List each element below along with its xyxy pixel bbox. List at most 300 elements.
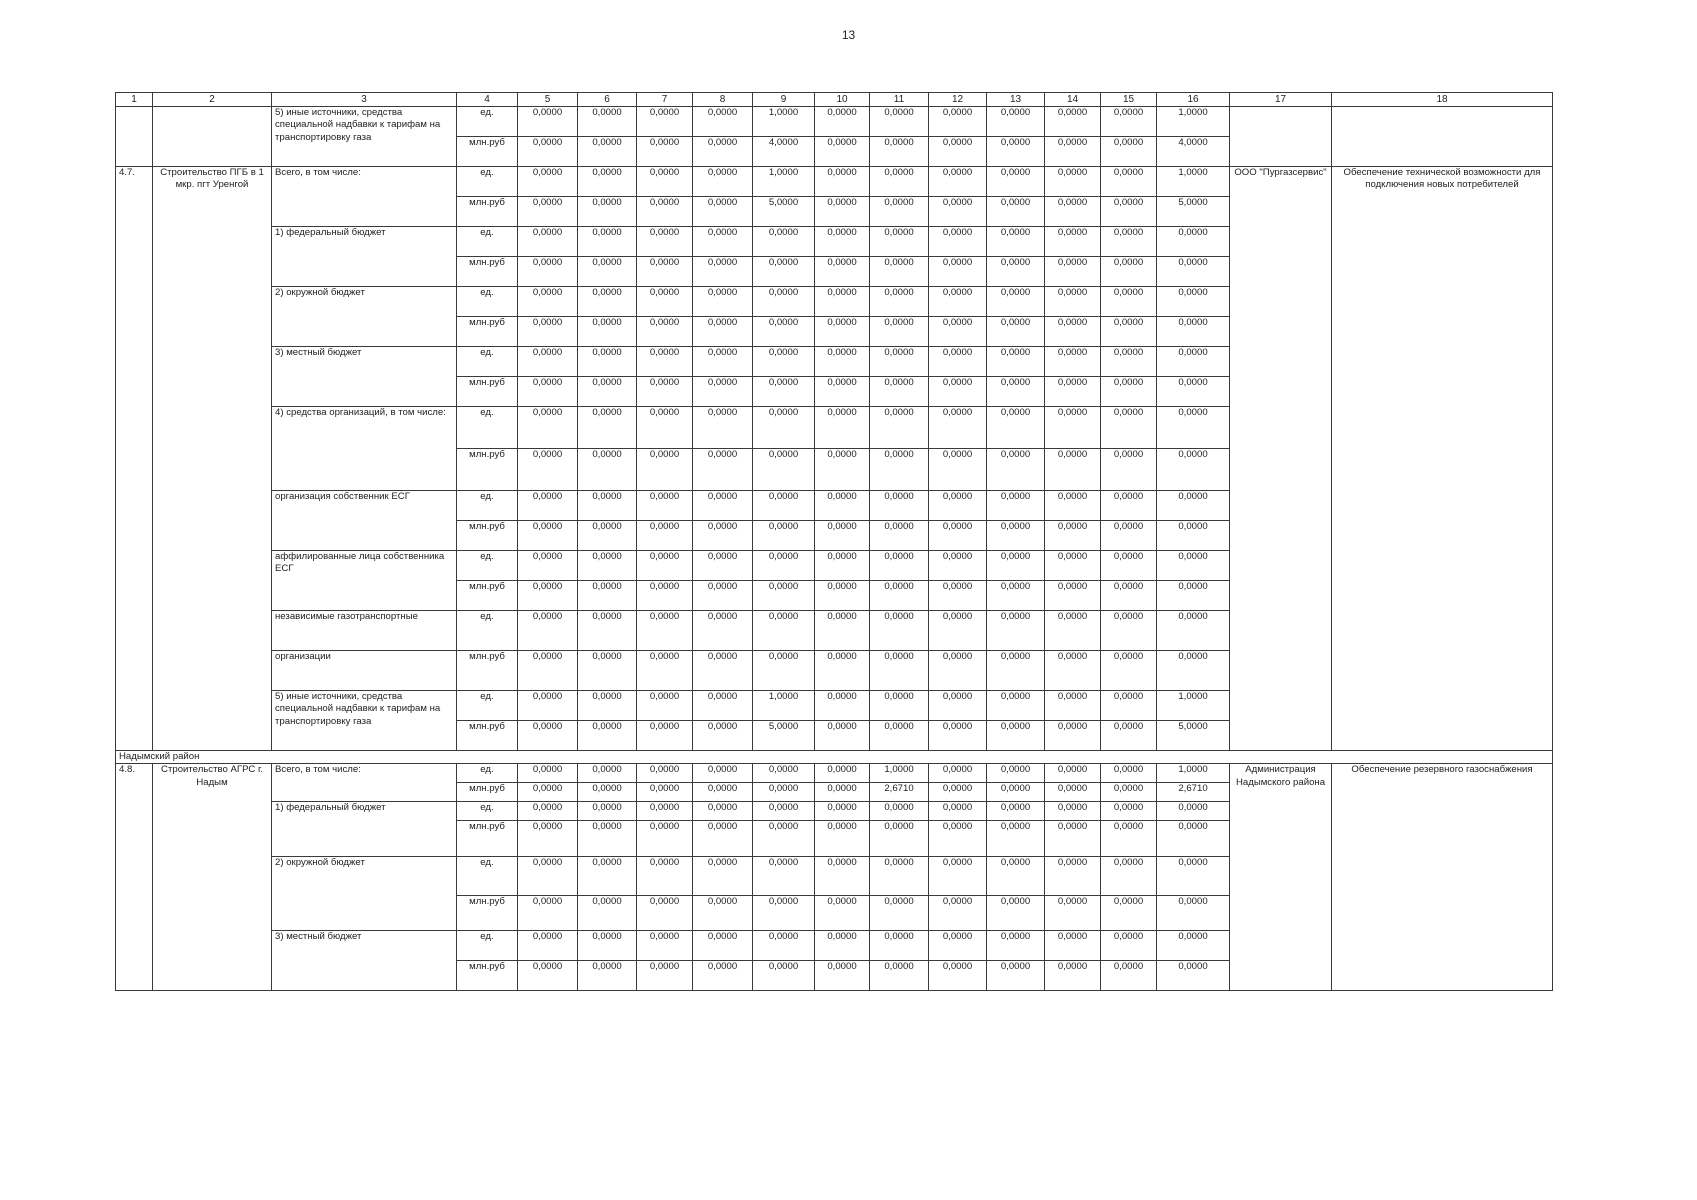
value-cell: 0,0000 (518, 491, 578, 521)
value-cell: 0,0000 (1045, 691, 1101, 721)
district-label: Надымский район (116, 751, 1553, 764)
column-header: 4 (457, 93, 518, 107)
value-cell: 0,0000 (753, 783, 815, 802)
value-cell: 0,0000 (1045, 137, 1101, 167)
value-cell: 0,0000 (870, 857, 929, 896)
unit-cell: млн.руб (457, 783, 518, 802)
funding-source-cell: Всего, в том числе: (272, 167, 457, 227)
value-cell: 0,0000 (987, 821, 1045, 857)
value-cell: 0,0000 (929, 137, 987, 167)
value-cell: 0,0000 (1101, 377, 1157, 407)
value-cell: 0,0000 (1101, 931, 1157, 961)
value-cell: 0,0000 (1101, 257, 1157, 287)
value-cell: 1,0000 (753, 107, 815, 137)
value-cell: 0,0000 (1101, 783, 1157, 802)
value-cell: 0,0000 (578, 491, 637, 521)
column-header: 7 (637, 93, 693, 107)
value-cell: 0,0000 (1101, 691, 1157, 721)
value-cell: 0,0000 (987, 287, 1045, 317)
value-cell: 0,0000 (929, 896, 987, 931)
value-cell: 0,0000 (693, 896, 753, 931)
value-cell: 0,0000 (693, 347, 753, 377)
value-cell: 0,0000 (1045, 931, 1101, 961)
value-cell: 0,0000 (1157, 931, 1230, 961)
value-cell: 0,0000 (987, 581, 1045, 611)
value-cell: 0,0000 (987, 197, 1045, 227)
value-cell: 0,0000 (637, 551, 693, 581)
value-cell: 0,0000 (815, 317, 870, 347)
value-cell: 0,0000 (870, 257, 929, 287)
value-cell: 5,0000 (753, 721, 815, 751)
value-cell: 0,0000 (1045, 551, 1101, 581)
value-cell: 0,0000 (1045, 107, 1101, 137)
value-cell: 0,0000 (815, 137, 870, 167)
value-cell: 0,0000 (1045, 802, 1101, 821)
unit-cell: ед. (457, 107, 518, 137)
value-cell: 0,0000 (637, 347, 693, 377)
value-cell: 0,0000 (815, 107, 870, 137)
funding-source-cell: 5) иные источники, средства специальной надбавки к тарифам на транспортировку газа (272, 691, 457, 751)
value-cell: 0,0000 (1157, 227, 1230, 257)
value-cell: 0,0000 (693, 551, 753, 581)
value-cell: 0,0000 (578, 581, 637, 611)
value-cell: 0,0000 (637, 802, 693, 821)
value-cell: 4,0000 (1157, 137, 1230, 167)
column-header: 9 (753, 93, 815, 107)
value-cell: 0,0000 (987, 137, 1045, 167)
value-cell: 0,0000 (578, 783, 637, 802)
value-cell: 0,0000 (1157, 521, 1230, 551)
value-cell: 0,0000 (637, 167, 693, 197)
district-row (116, 751, 1553, 764)
unit-cell: ед. (457, 407, 518, 449)
value-cell: 0,0000 (870, 651, 929, 691)
unit-cell: млн.руб (457, 961, 518, 991)
value-cell: 0,0000 (870, 227, 929, 257)
value-cell: 0,0000 (693, 651, 753, 691)
value-cell: 0,0000 (753, 287, 815, 317)
value-cell: 0,0000 (929, 377, 987, 407)
value-cell: 0,0000 (693, 449, 753, 491)
value-cell: 0,0000 (518, 691, 578, 721)
value-cell: 0,0000 (987, 783, 1045, 802)
value-cell: 0,0000 (815, 347, 870, 377)
value-cell: 0,0000 (929, 857, 987, 896)
column-header: 14 (1045, 93, 1101, 107)
value-cell: 0,0000 (929, 521, 987, 551)
column-header: 3 (272, 93, 457, 107)
unit-cell: млн.руб (457, 651, 518, 691)
value-cell: 0,0000 (637, 691, 693, 721)
value-cell: 0,0000 (929, 257, 987, 287)
project-name: Строительство ПГБ в 1 мкр. пгт Уренгой (153, 167, 272, 751)
value-cell: 0,0000 (637, 491, 693, 521)
value-cell: 0,0000 (987, 931, 1045, 961)
value-cell: 0,0000 (518, 821, 578, 857)
organization-cell (1230, 107, 1332, 167)
column-header: 5 (518, 93, 578, 107)
value-cell: 0,0000 (870, 167, 929, 197)
value-cell: 1,0000 (1157, 764, 1230, 783)
value-cell: 0,0000 (815, 691, 870, 721)
value-cell: 0,0000 (693, 691, 753, 721)
value-cell: 0,0000 (1101, 137, 1157, 167)
value-cell: 0,0000 (1101, 821, 1157, 857)
value-cell: 0,0000 (518, 931, 578, 961)
value-cell: 0,0000 (870, 896, 929, 931)
unit-cell: ед. (457, 764, 518, 783)
value-cell: 0,0000 (693, 764, 753, 783)
value-cell: 0,0000 (870, 611, 929, 651)
value-cell: 0,0000 (1045, 257, 1101, 287)
value-cell: 0,0000 (578, 377, 637, 407)
value-cell: 0,0000 (1045, 611, 1101, 651)
value-cell: 0,0000 (1157, 491, 1230, 521)
investment-table (115, 92, 1553, 991)
project-purpose: Обеспечение резервного газоснабжения (1332, 764, 1553, 991)
funding-source-cell: Всего, в том числе: (272, 764, 457, 802)
value-cell: 0,0000 (1157, 581, 1230, 611)
value-cell: 0,0000 (870, 521, 929, 551)
value-cell: 0,0000 (987, 257, 1045, 287)
value-cell: 0,0000 (753, 449, 815, 491)
value-cell: 1,0000 (753, 167, 815, 197)
value-cell: 0,0000 (1157, 821, 1230, 857)
value-cell: 0,0000 (1045, 167, 1101, 197)
value-cell: 0,0000 (1157, 347, 1230, 377)
value-cell: 0,0000 (578, 107, 637, 137)
value-cell: 2,6710 (870, 783, 929, 802)
unit-cell: млн.руб (457, 521, 518, 551)
value-cell: 0,0000 (815, 896, 870, 931)
value-cell: 0,0000 (1045, 857, 1101, 896)
value-cell: 0,0000 (987, 896, 1045, 931)
value-cell: 0,0000 (578, 317, 637, 347)
value-cell: 0,0000 (753, 764, 815, 783)
value-cell: 0,0000 (815, 783, 870, 802)
value-cell: 0,0000 (929, 491, 987, 521)
value-cell: 0,0000 (518, 107, 578, 137)
table-row (116, 764, 1553, 783)
responsible-organization: ООО "Пургазсервис" (1230, 167, 1332, 751)
value-cell: 0,0000 (1045, 347, 1101, 377)
value-cell: 0,0000 (578, 167, 637, 197)
value-cell: 0,0000 (1045, 821, 1101, 857)
value-cell: 0,0000 (1101, 896, 1157, 931)
value-cell: 1,0000 (1157, 691, 1230, 721)
value-cell: 0,0000 (1101, 347, 1157, 377)
value-cell: 0,0000 (637, 197, 693, 227)
value-cell: 0,0000 (929, 931, 987, 961)
page-number: 13 (841, 28, 856, 42)
funding-source-cell: 4) средства организаций, в том числе: (272, 407, 457, 491)
value-cell: 0,0000 (518, 167, 578, 197)
value-cell: 0,0000 (1045, 407, 1101, 449)
value-cell: 0,0000 (870, 287, 929, 317)
value-cell: 0,0000 (987, 377, 1045, 407)
value-cell: 0,0000 (637, 961, 693, 991)
column-header: 18 (1332, 93, 1553, 107)
column-header: 2 (153, 93, 272, 107)
value-cell: 0,0000 (578, 407, 637, 449)
value-cell: 5,0000 (1157, 197, 1230, 227)
value-cell: 0,0000 (1101, 317, 1157, 347)
value-cell: 0,0000 (578, 961, 637, 991)
funding-source-cell: аффилированные лица собственника ЕСГ (272, 551, 457, 611)
value-cell: 0,0000 (987, 347, 1045, 377)
value-cell: 0,0000 (693, 137, 753, 167)
value-cell: 0,0000 (870, 449, 929, 491)
value-cell: 0,0000 (637, 287, 693, 317)
value-cell: 0,0000 (578, 931, 637, 961)
value-cell: 0,0000 (929, 197, 987, 227)
value-cell: 0,0000 (815, 287, 870, 317)
value-cell: 0,0000 (1045, 581, 1101, 611)
value-cell: 0,0000 (1157, 407, 1230, 449)
value-cell: 0,0000 (753, 377, 815, 407)
value-cell: 0,0000 (870, 137, 929, 167)
value-cell: 0,0000 (693, 377, 753, 407)
value-cell: 0,0000 (693, 721, 753, 751)
unit-cell: млн.руб (457, 197, 518, 227)
value-cell: 0,0000 (1101, 107, 1157, 137)
value-cell: 0,0000 (815, 257, 870, 287)
value-cell: 1,0000 (870, 764, 929, 783)
value-cell: 0,0000 (637, 821, 693, 857)
value-cell: 0,0000 (1157, 896, 1230, 931)
value-cell: 0,0000 (578, 691, 637, 721)
header-row (116, 93, 1553, 107)
value-cell: 0,0000 (578, 287, 637, 317)
value-cell: 0,0000 (1045, 287, 1101, 317)
value-cell: 0,0000 (1045, 491, 1101, 521)
value-cell: 0,0000 (518, 407, 578, 449)
value-cell: 0,0000 (518, 137, 578, 167)
value-cell: 0,0000 (518, 551, 578, 581)
value-cell: 4,0000 (753, 137, 815, 167)
value-cell: 0,0000 (637, 521, 693, 551)
value-cell: 0,0000 (637, 896, 693, 931)
value-cell: 0,0000 (518, 651, 578, 691)
unit-cell: ед. (457, 931, 518, 961)
value-cell: 0,0000 (1101, 449, 1157, 491)
value-cell: 0,0000 (578, 857, 637, 896)
value-cell: 0,0000 (1157, 961, 1230, 991)
value-cell: 0,0000 (578, 137, 637, 167)
value-cell: 0,0000 (1101, 651, 1157, 691)
unit-cell: ед. (457, 802, 518, 821)
value-cell: 0,0000 (753, 257, 815, 287)
unit-cell: млн.руб (457, 821, 518, 857)
value-cell: 0,0000 (753, 227, 815, 257)
value-cell: 0,0000 (1045, 783, 1101, 802)
value-cell: 0,0000 (1101, 857, 1157, 896)
value-cell: 0,0000 (929, 783, 987, 802)
value-cell: 0,0000 (1101, 551, 1157, 581)
value-cell: 0,0000 (518, 449, 578, 491)
column-header: 1 (116, 93, 153, 107)
value-cell: 0,0000 (693, 802, 753, 821)
value-cell: 0,0000 (693, 961, 753, 991)
value-cell: 0,0000 (753, 581, 815, 611)
value-cell: 0,0000 (1157, 377, 1230, 407)
value-cell: 0,0000 (578, 227, 637, 257)
value-cell: 0,0000 (518, 961, 578, 991)
value-cell: 0,0000 (1045, 721, 1101, 751)
column-header: 6 (578, 93, 637, 107)
value-cell: 0,0000 (1157, 317, 1230, 347)
value-cell: 0,0000 (637, 227, 693, 257)
value-cell: 0,0000 (518, 857, 578, 896)
value-cell: 0,0000 (987, 961, 1045, 991)
value-cell: 0,0000 (1045, 651, 1101, 691)
unit-cell: ед. (457, 167, 518, 197)
unit-cell: млн.руб (457, 896, 518, 931)
value-cell: 0,0000 (870, 691, 929, 721)
value-cell: 0,0000 (518, 347, 578, 377)
value-cell: 0,0000 (815, 931, 870, 961)
value-cell: 0,0000 (1101, 227, 1157, 257)
value-cell: 0,0000 (518, 581, 578, 611)
value-cell: 0,0000 (1101, 961, 1157, 991)
value-cell: 0,0000 (518, 197, 578, 227)
value-cell: 0,0000 (637, 257, 693, 287)
value-cell: 0,0000 (815, 764, 870, 783)
value-cell: 0,0000 (578, 347, 637, 377)
value-cell: 0,0000 (870, 821, 929, 857)
value-cell: 0,0000 (815, 721, 870, 751)
value-cell: 0,0000 (693, 197, 753, 227)
index-cell (116, 107, 153, 167)
value-cell: 0,0000 (870, 721, 929, 751)
value-cell: 0,0000 (1157, 449, 1230, 491)
value-cell: 2,6710 (1157, 783, 1230, 802)
value-cell: 0,0000 (753, 521, 815, 551)
funding-source-cell: организация собственник ЕСГ (272, 491, 457, 551)
value-cell: 0,0000 (870, 931, 929, 961)
value-cell: 0,0000 (1101, 407, 1157, 449)
funding-source-cell: организации (272, 651, 457, 691)
table-row (116, 167, 1553, 197)
value-cell: 0,0000 (987, 802, 1045, 821)
value-cell: 0,0000 (815, 961, 870, 991)
column-header: 10 (815, 93, 870, 107)
value-cell: 1,0000 (1157, 107, 1230, 137)
value-cell: 0,0000 (815, 651, 870, 691)
unit-cell: млн.руб (457, 721, 518, 751)
value-cell: 0,0000 (578, 449, 637, 491)
value-cell: 0,0000 (987, 651, 1045, 691)
value-cell: 0,0000 (929, 107, 987, 137)
value-cell: 0,0000 (870, 961, 929, 991)
funding-source-cell: 3) местный бюджет (272, 931, 457, 991)
value-cell: 0,0000 (870, 317, 929, 347)
value-cell: 0,0000 (693, 857, 753, 896)
column-header: 13 (987, 93, 1045, 107)
value-cell: 0,0000 (1157, 857, 1230, 896)
value-cell: 0,0000 (987, 317, 1045, 347)
value-cell: 0,0000 (578, 821, 637, 857)
unit-cell: ед. (457, 287, 518, 317)
value-cell: 0,0000 (870, 407, 929, 449)
value-cell: 0,0000 (753, 857, 815, 896)
value-cell: 0,0000 (929, 611, 987, 651)
value-cell: 0,0000 (870, 802, 929, 821)
value-cell: 0,0000 (815, 581, 870, 611)
value-cell: 0,0000 (1045, 449, 1101, 491)
value-cell: 0,0000 (753, 611, 815, 651)
unit-cell: ед. (457, 857, 518, 896)
value-cell: 0,0000 (815, 407, 870, 449)
value-cell: 0,0000 (1045, 197, 1101, 227)
value-cell: 0,0000 (578, 611, 637, 651)
value-cell: 0,0000 (578, 551, 637, 581)
value-cell: 0,0000 (815, 197, 870, 227)
value-cell: 0,0000 (637, 931, 693, 961)
value-cell: 0,0000 (518, 227, 578, 257)
value-cell: 0,0000 (987, 491, 1045, 521)
value-cell: 0,0000 (870, 347, 929, 377)
value-cell: 0,0000 (693, 821, 753, 857)
value-cell: 0,0000 (518, 521, 578, 551)
value-cell: 0,0000 (1101, 802, 1157, 821)
value-cell: 0,0000 (1101, 287, 1157, 317)
value-cell: 0,0000 (1157, 611, 1230, 651)
value-cell: 0,0000 (693, 167, 753, 197)
value-cell: 0,0000 (815, 167, 870, 197)
value-cell: 0,0000 (518, 764, 578, 783)
value-cell: 0,0000 (578, 896, 637, 931)
value-cell: 0,0000 (987, 721, 1045, 751)
value-cell: 0,0000 (693, 107, 753, 137)
unit-cell: ед. (457, 347, 518, 377)
value-cell: 0,0000 (929, 227, 987, 257)
value-cell: 0,0000 (518, 377, 578, 407)
value-cell: 0,0000 (753, 651, 815, 691)
value-cell: 0,0000 (637, 407, 693, 449)
value-cell: 0,0000 (815, 491, 870, 521)
value-cell: 0,0000 (753, 551, 815, 581)
value-cell: 0,0000 (929, 691, 987, 721)
unit-cell: млн.руб (457, 137, 518, 167)
project-index: 4.8. (116, 764, 153, 991)
value-cell: 0,0000 (637, 377, 693, 407)
column-header: 11 (870, 93, 929, 107)
value-cell: 0,0000 (578, 257, 637, 287)
value-cell: 0,0000 (929, 802, 987, 821)
value-cell: 0,0000 (815, 611, 870, 651)
value-cell: 0,0000 (637, 651, 693, 691)
unit-cell: ед. (457, 691, 518, 721)
value-cell: 0,0000 (637, 449, 693, 491)
value-cell: 0,0000 (815, 377, 870, 407)
value-cell: 0,0000 (578, 802, 637, 821)
value-cell: 0,0000 (929, 651, 987, 691)
value-cell: 0,0000 (987, 551, 1045, 581)
value-cell: 0,0000 (693, 581, 753, 611)
value-cell: 0,0000 (1045, 227, 1101, 257)
column-header: 8 (693, 93, 753, 107)
value-cell: 0,0000 (518, 611, 578, 651)
value-cell: 0,0000 (929, 764, 987, 783)
value-cell: 0,0000 (578, 651, 637, 691)
value-cell: 0,0000 (1157, 551, 1230, 581)
value-cell: 0,0000 (815, 227, 870, 257)
value-cell: 0,0000 (753, 802, 815, 821)
value-cell: 0,0000 (753, 896, 815, 931)
value-cell: 0,0000 (815, 551, 870, 581)
value-cell: 0,0000 (693, 227, 753, 257)
